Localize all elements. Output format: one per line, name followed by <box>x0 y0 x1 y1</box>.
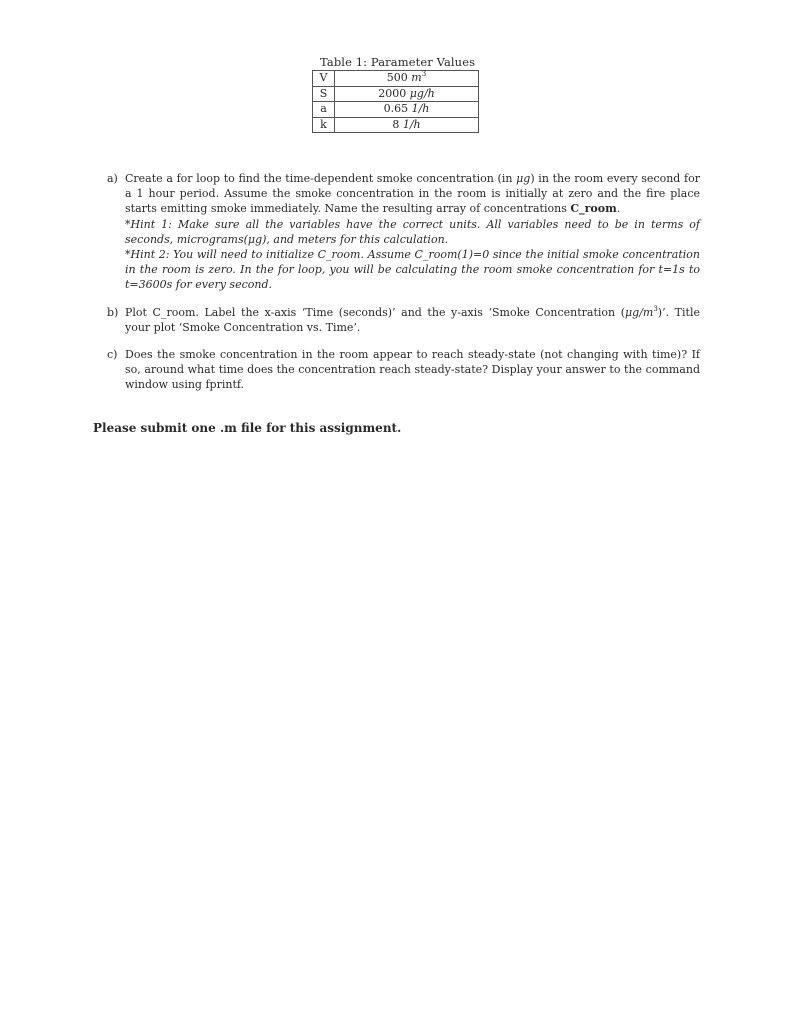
param-value: 500 $m^3$ <box>335 71 479 87</box>
array-name: C_room <box>570 202 617 216</box>
question-label: a) <box>107 172 118 185</box>
table-row <box>313 117 479 133</box>
param-value: 0.65 1/h <box>335 102 479 118</box>
param-value: 2000 μg/h <box>335 86 479 102</box>
question-a-text: Create a for loop to find the time-dependent smoke concentration (in μg) in the room every second for a 1 hour period. Assume the smoke concentration in the room is initially at zero and the fire place starts emitting smoke immediately. Name the resulting array of concentrations C_room. <box>125 172 700 216</box>
question-a <box>107 171 700 293</box>
table-caption: Table 1: Parameter Values <box>320 55 476 69</box>
question-c-text: Does the smoke concentration in the room appear to reach steady-state (not changing with time)? If so, around what time does the concentration reach steady-state? Display your answer to the command window using fprintf. <box>125 348 700 392</box>
question-c <box>107 347 700 393</box>
question-label: c) <box>107 348 118 361</box>
hint-1: *Hint 1: Make sure all the variables have the correct units. All variables need to be in terms of seconds, micrograms(μg), and meters for this calculation. <box>125 217 700 246</box>
question-b <box>107 305 700 335</box>
param-value: 8 1/h <box>335 117 479 133</box>
table-row <box>313 71 479 87</box>
param-symbol: k <box>313 117 335 133</box>
param-symbol: V <box>313 71 335 87</box>
table-row <box>313 102 479 118</box>
hint-2: *Hint 2: You will need to initialize C_room. Assume C_room(1)=0 since the initial smoke concentration in the room is zero. In the for loop, you will be calculating the room smoke concentration for t=1s to t=3600s for every second. <box>125 248 700 292</box>
table-row <box>313 86 479 102</box>
question-b-text: Plot C_room. Label the x-axis ‘Time (seconds)’ and the y-axis ‘Smoke Concentration $(\mu g/m^3)$’. Title your plot ‘Smoke Concentration vs. Time’. <box>125 305 700 335</box>
submit-note: Please submit one .m file for this assignment. <box>93 421 402 435</box>
question-label: b) <box>107 306 119 319</box>
param-symbol: a <box>313 102 335 118</box>
parameter-table <box>312 70 479 133</box>
param-symbol: S <box>313 86 335 102</box>
